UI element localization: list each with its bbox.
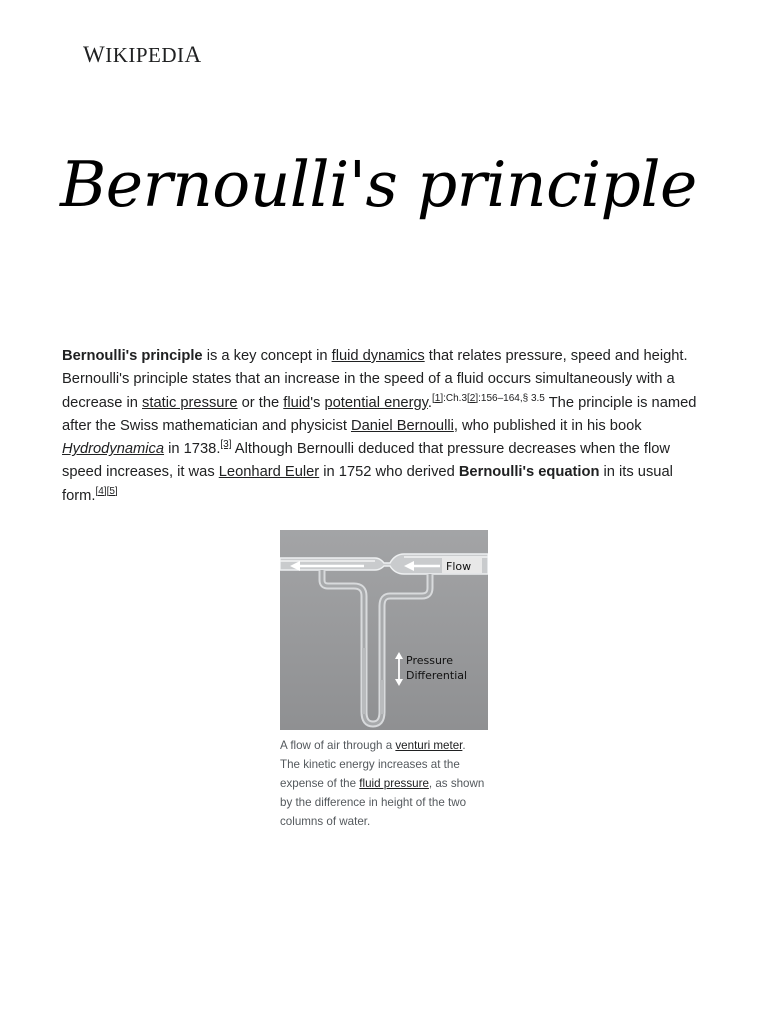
flow-label: Flow [446,560,472,573]
caption-text: , as shown by the difference in height of the two columns of water. [280,777,485,828]
text-segment: in 1738. [164,441,221,458]
text-segment: in its usual form. [62,464,673,504]
venturi-figure [280,530,488,831]
link-daniel-bernoulli[interactable]: Daniel Bernoulli [350,417,454,434]
wikipedia-logo[interactable] [83,42,202,68]
ref-link-5[interactable]: [5] [106,485,118,497]
ref-note-2: :156–164,§ 3.5 [478,392,545,404]
figure-caption [280,736,488,831]
text-segment: 's [310,394,325,411]
caption-text: A flow of air through a [280,739,396,752]
text-segment: . [427,394,432,411]
water-column-left [362,648,366,714]
bold-term-bernoullis-principle: Bernoulli's principle [62,348,203,364]
link-venturi-meter[interactable]: venturi meter [395,739,463,752]
citation-3 [220,439,231,450]
ref-link-2[interactable]: [2] [467,392,479,404]
text-segment: Although Bernoulli deduced that pressure decreases when the flow speed increases, it was [62,441,670,481]
link-fluid[interactable]: fluid [283,394,311,411]
logo-letters-middle: IKIPEDI [105,43,185,67]
caption-text: . The kinetic energy increases at the expense of the [280,739,466,790]
citation-1 [432,393,545,404]
ref-link-4[interactable]: [4] [95,485,107,497]
text-segment: , who published it in his book [453,417,642,434]
text-segment: that relates pressure, speed and height. Bernoulli's principle states that an increase in the speed of a fluid occurs simultaneously with a decrease in [62,348,688,411]
link-fluid-pressure[interactable]: fluid pressure [359,777,429,790]
link-static-pressure[interactable]: static pressure [142,394,238,411]
ref-note-1: :Ch.3 [443,392,468,404]
logo-letter-w: W [83,42,106,67]
pressure-label: Pressure [406,654,453,667]
link-potential-energy[interactable]: potential energy [324,394,428,411]
page-title: Bernoulli's principle [60,148,697,221]
ref-link-1[interactable]: [1] [431,392,444,404]
logo-letter-a: A [184,42,202,67]
link-leonhard-euler[interactable]: Leonhard Euler [218,464,320,481]
bold-term-bernoullis-equation: Bernoulli's equation [458,464,600,481]
link-fluid-dynamics[interactable]: fluid dynamics [331,348,425,364]
text-segment: is a key concept in [202,348,332,364]
lead-paragraph [62,345,707,508]
water-column-right [380,680,384,714]
ref-link-3[interactable]: [3] [220,439,232,451]
text-segment: in 1752 who derived [319,464,459,481]
differential-label: Differential [406,669,468,682]
link-hydrodynamica[interactable]: Hydrodynamica [62,441,165,458]
text-segment: The principle is named after the Swiss mathematician and physicist [62,394,697,434]
citation-4-5 [95,486,117,497]
venturi-meter-image[interactable] [280,530,488,730]
text-segment: or the [237,394,284,411]
